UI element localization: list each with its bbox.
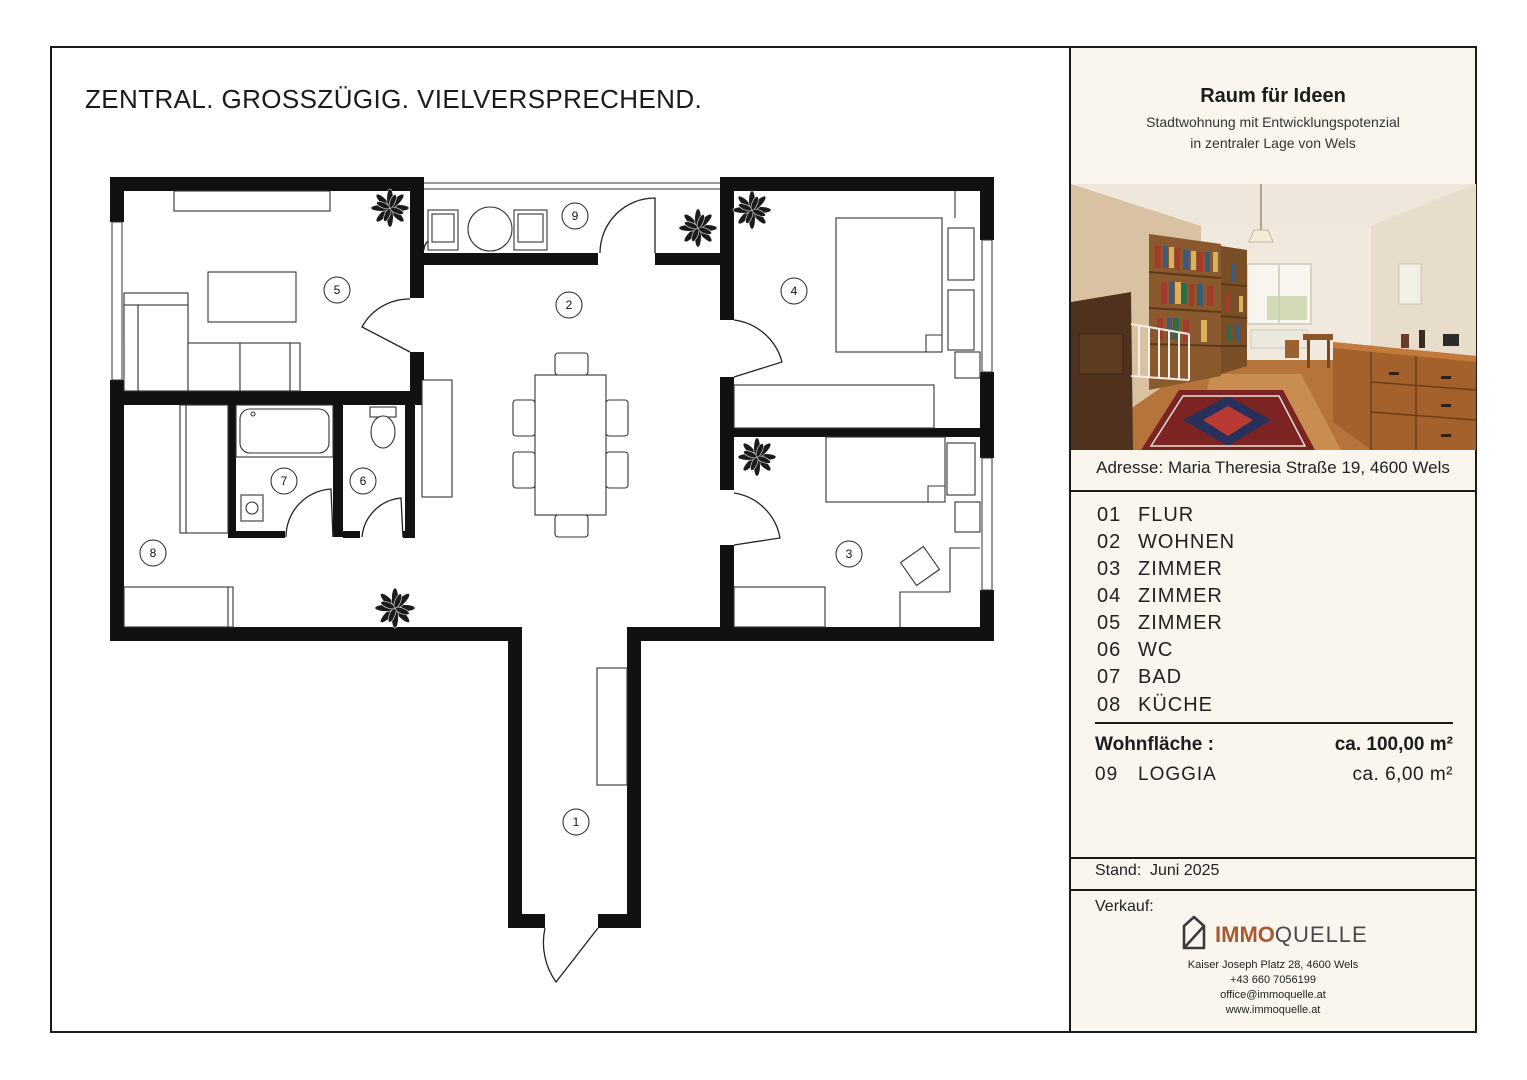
dining-chair [555, 515, 588, 537]
plant-icon [371, 189, 409, 227]
room-label-5: 5 [333, 283, 341, 297]
loggia-chair-seat [432, 214, 454, 242]
shelf [955, 502, 980, 532]
plant-icon [375, 588, 415, 628]
entrance-door [543, 928, 598, 982]
door-bad [286, 489, 333, 537]
room-photo [1071, 184, 1476, 450]
loggia-table [468, 207, 512, 251]
sofa-arm [290, 343, 300, 391]
address: Adresse: Maria Theresia Straße 19, 4600 Wels [1096, 458, 1450, 477]
stand-label: Stand: [1095, 862, 1142, 879]
wall-segment [110, 391, 424, 405]
window [112, 222, 122, 380]
window [982, 240, 992, 372]
room-list-name: WOHNEN [1138, 531, 1236, 553]
wall-segment [720, 177, 734, 320]
wall-segment [110, 177, 124, 222]
dining-chair [606, 452, 628, 488]
door-zimmer-4 [734, 320, 782, 377]
wall-segment [110, 380, 124, 641]
sideboard [422, 380, 452, 497]
doors [286, 198, 782, 982]
room-list-name: ZIMMER [1138, 585, 1223, 607]
wall-segment [720, 545, 734, 641]
sale-label: Verkauf: [1095, 898, 1154, 915]
coffee-table [208, 272, 296, 322]
room-list-name: ZIMMER [1138, 612, 1223, 634]
toilet-bowl [371, 416, 395, 448]
info-subtitle-line2: in zentraler Lage von Wels [1190, 135, 1356, 151]
area-divider-line [1095, 722, 1453, 724]
wall-segment [405, 405, 415, 537]
furniture [124, 191, 980, 785]
company-logo[interactable] [1215, 922, 1368, 948]
sofa-seat [188, 343, 240, 391]
living-area-label: Wohnfläche : [1095, 734, 1214, 755]
loggia-chair-seat [518, 214, 543, 242]
logo-text-quelle: QUELLE [1274, 922, 1368, 947]
door-zimmer-5 [362, 299, 410, 352]
room-list-number: 05 [1097, 612, 1122, 634]
nightstand [948, 290, 974, 350]
dining-chair [606, 400, 628, 436]
living-area-value: ca. 100,00 m² [1334, 734, 1453, 755]
door-wc [362, 498, 403, 537]
loggia-number: 09 [1095, 764, 1119, 785]
double-bed [836, 218, 942, 352]
room-list-name: BAD [1138, 666, 1183, 688]
kitchen-counter [180, 405, 228, 533]
room-list-number: 03 [1097, 558, 1122, 580]
dining-chair [513, 452, 535, 488]
logo-text-immo: IMMO [1215, 922, 1275, 947]
sofa-seat [240, 343, 290, 391]
contact-email[interactable]: office@immoquelle.at [1220, 989, 1326, 1001]
wall-segment [228, 531, 285, 538]
wall-segment [508, 914, 545, 928]
sink-basin [246, 502, 258, 514]
loggia-name: LOGGIA [1138, 764, 1217, 785]
wall-segment [627, 627, 641, 928]
room-list-number: 07 [1097, 666, 1122, 688]
room-list-name: FLUR [1138, 504, 1195, 526]
room-label-4: 4 [790, 284, 798, 298]
shelf [955, 352, 980, 378]
contact-website[interactable]: www.immoquelle.at [1225, 1004, 1321, 1016]
wall-segment [627, 627, 994, 641]
room-list-name: KÜCHE [1138, 694, 1214, 716]
bathtub-drain [251, 412, 255, 416]
sofa-chaise [138, 305, 188, 391]
room-label-1: 1 [572, 815, 580, 829]
door-loggia [600, 198, 655, 253]
wall-segment [424, 253, 598, 265]
room-label-6: 6 [359, 474, 367, 488]
door-zimmer-3 [734, 493, 780, 545]
plant-icon [733, 191, 771, 229]
kitchen-counter [124, 587, 233, 627]
contact-phone[interactable]: +43 660 7056199 [1230, 974, 1316, 986]
wall-segment [655, 253, 720, 265]
dining-chair [513, 400, 535, 436]
shelf [734, 587, 825, 627]
plant-icon [679, 209, 717, 247]
plant-icon [738, 438, 776, 476]
divider-line [1071, 889, 1476, 891]
wall-segment [508, 627, 522, 928]
room-list-number: 06 [1097, 639, 1122, 661]
room-list-number: 02 [1097, 531, 1122, 553]
wall-segment [980, 372, 994, 458]
headline: ZENTRAL. GROSSZÜGIG. VIELVERSPRECHEND. [85, 84, 703, 114]
room-label-7: 7 [280, 474, 288, 488]
contact-address: Kaiser Joseph Platz 28, 4600 Wels [1187, 959, 1359, 971]
room-photo-image [1071, 184, 1476, 450]
divider-line [1071, 857, 1476, 859]
room-label-9: 9 [571, 209, 579, 223]
single-bed [826, 437, 945, 502]
wall-segment [110, 627, 522, 641]
room-label-2: 2 [565, 298, 573, 312]
room-list-name: ZIMMER [1138, 558, 1223, 580]
wall-segment [228, 405, 236, 537]
wall-segment [720, 177, 994, 191]
wall-segment [980, 590, 994, 641]
dining-chair [555, 353, 588, 375]
wall-segment [720, 377, 734, 490]
window [982, 458, 992, 590]
room-list-number: 08 [1097, 694, 1122, 716]
nightstand [947, 443, 975, 495]
room-list-number: 01 [1097, 504, 1122, 526]
nightstand [948, 228, 974, 280]
dining-table [535, 375, 606, 515]
tv-sideboard [174, 191, 330, 211]
divider-line [1071, 490, 1476, 492]
room-list-number: 04 [1097, 585, 1122, 607]
wall-segment [410, 177, 424, 298]
hall-cabinet [597, 668, 627, 785]
wardrobe [734, 385, 934, 428]
wall-segment [110, 177, 424, 191]
wall-segment [734, 428, 980, 437]
wall-segment [333, 405, 343, 537]
info-title: Raum für Ideen [1200, 85, 1346, 107]
loggia-area-value: ca. 6,00 m² [1352, 764, 1453, 785]
sofa-back [124, 305, 138, 391]
stand-value: Juni 2025 [1150, 862, 1220, 879]
info-subtitle-line1: Stadtwohnung mit Entwicklungspotenzial [1146, 114, 1400, 130]
room-label-3: 3 [845, 547, 853, 561]
logo-house-icon [1180, 914, 1208, 952]
room-list-name: WC [1138, 639, 1174, 661]
desk-chair [901, 547, 940, 586]
wall-segment [343, 531, 360, 538]
room-label-8: 8 [149, 546, 157, 560]
